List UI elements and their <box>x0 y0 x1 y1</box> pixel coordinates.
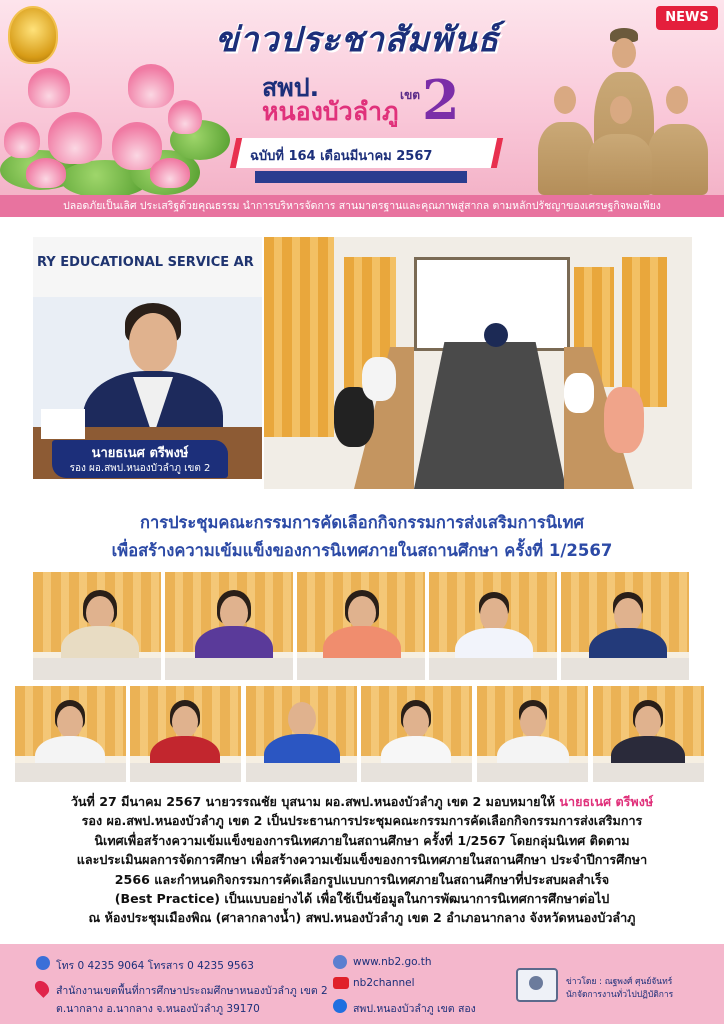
participant-photo <box>561 572 689 680</box>
caption-box <box>52 440 228 478</box>
article-title-line2: เพื่อสร้างความเข้มแข็งของการนิเทศภายในสถานศึกษา ครั้งที่ 1/2567 <box>111 541 613 560</box>
youtube-icon <box>333 977 349 989</box>
issue-underline <box>255 171 467 183</box>
footer-website[interactable]: www.nb2.go.th <box>353 956 432 968</box>
issue-info: ฉบับที่ 164 เดือนมีนาคม 2567 <box>250 149 433 164</box>
globe-icon <box>333 955 347 969</box>
office-name-line2: หนองบัวลำภู <box>262 97 399 126</box>
body-line: นิเทศเพื่อสร้างความเข้มแข็งของการนิเทศภายในสถานศึกษา ครั้งที่ 1/2567 โดยกลุ่มนิเทศ ติดตาม <box>94 832 630 848</box>
lotus-decoration <box>4 122 40 158</box>
zone-number: 2 <box>422 68 460 132</box>
lotus-decoration <box>28 68 70 108</box>
footer-facebook[interactable]: สพป.หนองบัวลำภู เขต สอง <box>353 1003 476 1015</box>
phone-icon <box>36 956 50 970</box>
camera-icon <box>516 968 558 1002</box>
participant-photo <box>477 686 588 782</box>
wall-sign: RY EDUCATIONAL SERVICE AR <box>37 255 254 270</box>
footer-credit2: นักจัดการงานทั่วไปปฏิบัติการ <box>566 990 674 1000</box>
body-line: ณ ห้องประชุมเมืองพิณ (ศาลากลางน้ำ) สพป.หนองบัวลำภู เขต 2 อำเภอนากลาง จังหวัดหนองบัวลำภู <box>88 910 636 926</box>
location-icon <box>32 978 52 998</box>
newsletter-header <box>0 0 724 195</box>
participant-photo <box>246 686 357 782</box>
motto-bar: ปลอดภัยเป็นเลิศ ประเสริฐด้วยคุณธรรม นำการบริหารจัดการ สานมาตรฐานและคุณภาพสู่สากล ตามหลักปรัชญาของเศรษฐกิจพอเพียง <box>0 195 724 217</box>
newsletter-headline: ข่าวประชาสัมพันธ์ <box>215 20 500 60</box>
news-badge: NEWS <box>656 6 718 30</box>
footer <box>0 944 724 1024</box>
lotus-decoration <box>26 158 66 188</box>
body-line: และประเมินผลการจัดการศึกษา เพื่อสร้างความเข้มแข็งของการนิเทศภายในสถานศึกษา ประจำปีการศึกษา <box>76 852 648 868</box>
footer-address1: สำนักงานเขตพื้นที่การศึกษาประถมศึกษาหนองบัวลำภู เขต 2 <box>56 985 328 997</box>
participant-photo <box>593 686 704 782</box>
body-text: วันที่ 27 มีนาคม 2567 นายวรรณชัย บุสนาม ผอ.สพป.หนองบัวลำภู เขต 2 มอบหมายให้ <box>70 794 560 809</box>
article-body <box>20 792 704 928</box>
lotus-decoration <box>48 112 102 164</box>
participant-photo <box>297 572 425 680</box>
participant-photo <box>15 686 126 782</box>
lotus-decoration <box>168 100 202 134</box>
footer-credit1: ข่าวโดย : ณฐพงศ์ ศุนย์จันทร์ <box>566 977 673 987</box>
office-name-line1: สพป. <box>262 73 320 102</box>
lotus-decoration <box>150 158 190 188</box>
footer-phone: โทร 0 4235 9064 โทรสาร 0 4235 9563 <box>56 960 254 972</box>
highlight-name: นายธเนศ ตรีพงษ์ <box>559 794 654 809</box>
lotus-decoration <box>128 64 174 108</box>
facebook-icon <box>333 999 347 1013</box>
participant-photo <box>165 572 293 680</box>
participant-photo <box>429 572 557 680</box>
zone-label: เขต <box>400 88 421 102</box>
footer-address2: ต.นากลาง อ.นากลาง จ.หนองบัวลำภู 39170 <box>56 1003 260 1015</box>
meeting-room-photo <box>264 237 692 489</box>
article-title-line1: การประชุมคณะกรรมการคัดเลือกกิจกรรมการส่งเสริมการนิเทศ <box>139 513 585 532</box>
officers-photo <box>538 24 724 195</box>
participant-photo <box>130 686 241 782</box>
body-line: (Best Practice) เป็นแบบอย่างได้ เพื่อใช้เป็นข้อมูลในการพัฒนาการนิเทศการศึกษาต่อไป <box>114 891 610 907</box>
caption-name: นายธเนศ ตรีพงษ์ <box>91 446 189 461</box>
body-line: 2566 และกำหนดกิจกรรมการคัดเลือกรูปแบบการนิเทศภายในสถานศึกษาที่ประสบผลสำเร็จ <box>114 871 610 887</box>
participant-photo <box>33 572 161 680</box>
participant-photo <box>361 686 472 782</box>
footer-youtube[interactable]: nb2channel <box>353 977 415 989</box>
caption-role: รอง ผอ.สพป.หนองบัวลำภู เขต 2 <box>69 463 211 474</box>
obec-logo <box>8 6 58 64</box>
body-line <box>20 792 704 811</box>
body-line: รอง ผอ.สพป.หนองบัวลำภู เขต 2 เป็นประธานการประชุมคณะกรรมการคัดเลือกกิจกรรมการส่งเสริมการ <box>81 813 643 829</box>
